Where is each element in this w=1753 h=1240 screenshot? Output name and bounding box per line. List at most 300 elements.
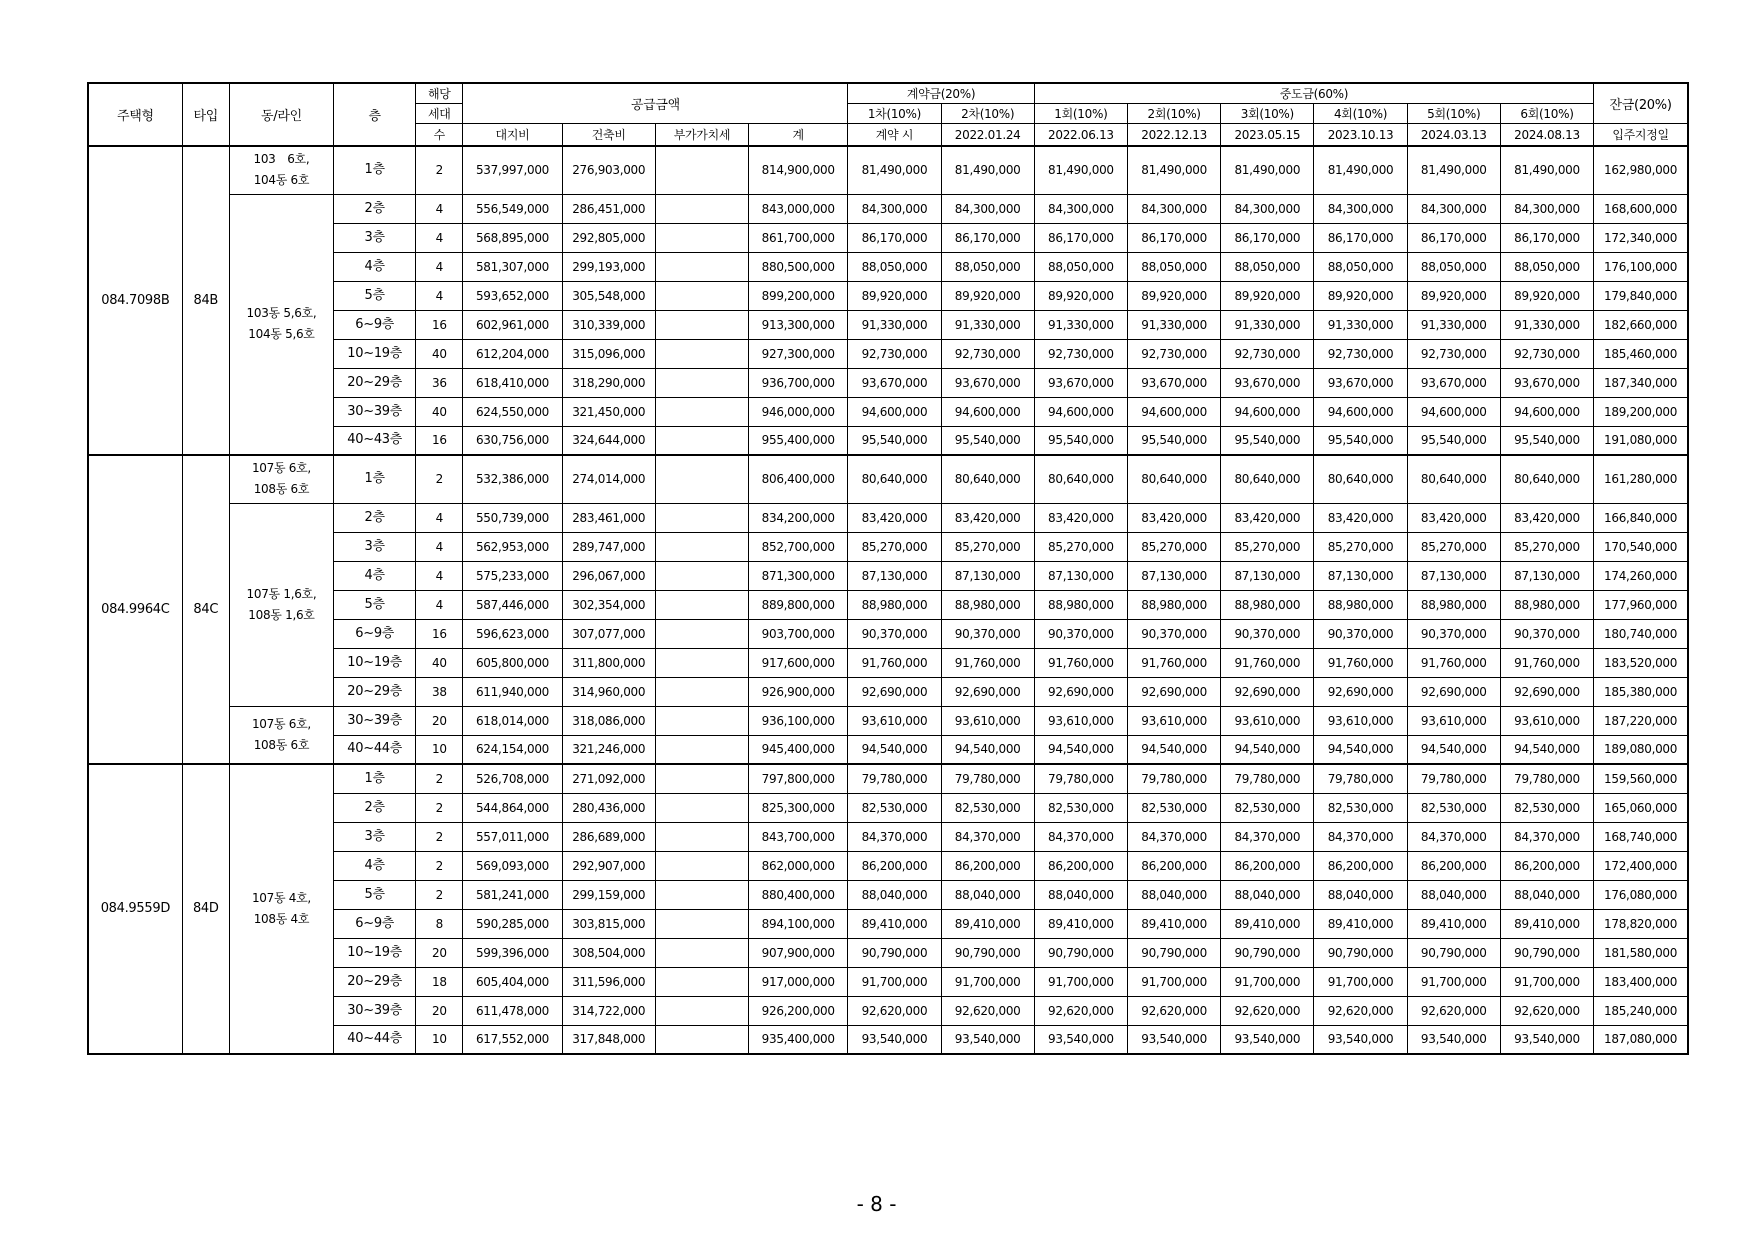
total-cell: 907,900,000 (749, 938, 848, 967)
balance-cell: 183,520,000 (1594, 648, 1688, 677)
m3-cell: 93,540,000 (1221, 1025, 1314, 1054)
floor-cell: 1층 (334, 455, 416, 503)
header-date-middle-5: 2024.03.13 (1407, 124, 1500, 147)
units-cell: 20 (416, 938, 463, 967)
m4-cell: 91,330,000 (1314, 310, 1407, 339)
floor-cell: 6~9층 (334, 619, 416, 648)
m1-cell: 93,610,000 (1034, 706, 1127, 735)
m6-cell: 86,170,000 (1500, 223, 1593, 252)
m4-cell: 94,540,000 (1314, 735, 1407, 764)
m5-cell: 91,330,000 (1407, 310, 1500, 339)
total-cell: 834,200,000 (749, 503, 848, 532)
dong-line-label-1: 107동 6호, (251, 716, 311, 731)
m5-cell: 83,420,000 (1407, 503, 1500, 532)
header-date-middle-2: 2022.12.13 (1128, 124, 1221, 147)
c1-cell: 90,790,000 (848, 938, 941, 967)
building-cell: 276,903,000 (562, 146, 655, 194)
units-cell: 40 (416, 397, 463, 426)
m2-cell: 92,690,000 (1128, 677, 1221, 706)
m4-cell: 90,370,000 (1314, 619, 1407, 648)
m5-cell: 93,610,000 (1407, 706, 1500, 735)
vat-cell (655, 938, 748, 967)
balance-cell: 172,340,000 (1594, 223, 1688, 252)
vat-cell (655, 426, 748, 455)
balance-cell: 187,220,000 (1594, 706, 1688, 735)
c2-cell: 90,790,000 (941, 938, 1034, 967)
c2-cell: 88,050,000 (941, 252, 1034, 281)
m1-cell: 92,690,000 (1034, 677, 1127, 706)
land-cell: 611,940,000 (463, 677, 562, 706)
total-cell: 806,400,000 (749, 455, 848, 503)
land-cell: 581,241,000 (463, 880, 562, 909)
m2-cell: 94,600,000 (1128, 397, 1221, 426)
m1-cell: 88,980,000 (1034, 590, 1127, 619)
m1-cell: 89,920,000 (1034, 281, 1127, 310)
total-cell: 903,700,000 (749, 619, 848, 648)
vat-cell (655, 561, 748, 590)
m6-cell: 89,920,000 (1500, 281, 1593, 310)
m1-cell: 84,370,000 (1034, 822, 1127, 851)
total-cell: 935,400,000 (749, 1025, 848, 1054)
m6-cell: 84,370,000 (1500, 822, 1593, 851)
land-cell: 569,093,000 (463, 851, 562, 880)
land-cell: 618,014,000 (463, 706, 562, 735)
m2-cell: 86,200,000 (1128, 851, 1221, 880)
m5-cell: 86,200,000 (1407, 851, 1500, 880)
m5-cell: 81,490,000 (1407, 146, 1500, 194)
c1-cell: 90,370,000 (848, 619, 941, 648)
units-cell: 16 (416, 619, 463, 648)
total-cell: 946,000,000 (749, 397, 848, 426)
m2-cell: 93,610,000 (1128, 706, 1221, 735)
m5-cell: 93,670,000 (1407, 368, 1500, 397)
units-cell: 16 (416, 310, 463, 339)
vat-cell (655, 851, 748, 880)
m3-cell: 91,760,000 (1221, 648, 1314, 677)
total-cell: 871,300,000 (749, 561, 848, 590)
vat-cell (655, 310, 748, 339)
m4-cell: 93,610,000 (1314, 706, 1407, 735)
c1-cell: 93,610,000 (848, 706, 941, 735)
vat-cell (655, 281, 748, 310)
m5-cell: 89,920,000 (1407, 281, 1500, 310)
total-cell: 880,500,000 (749, 252, 848, 281)
m3-cell: 90,790,000 (1221, 938, 1314, 967)
header-contract-2: 2차(10%) (941, 104, 1034, 124)
land-cell: 605,800,000 (463, 648, 562, 677)
header-units-line3: 수 (416, 124, 463, 147)
c2-cell: 89,920,000 (941, 281, 1034, 310)
dong-line-cell (229, 194, 333, 455)
units-cell: 20 (416, 706, 463, 735)
m6-cell: 92,620,000 (1500, 996, 1593, 1025)
m6-cell: 83,420,000 (1500, 503, 1593, 532)
m2-cell: 90,790,000 (1128, 938, 1221, 967)
c2-cell: 93,670,000 (941, 368, 1034, 397)
dong-line-label-2: 108동 4호 (253, 912, 310, 926)
balance-cell: 174,260,000 (1594, 561, 1688, 590)
dong-line-cell (229, 455, 333, 503)
m4-cell: 79,780,000 (1314, 764, 1407, 793)
land-cell: 630,756,000 (463, 426, 562, 455)
floor-cell: 5층 (334, 281, 416, 310)
m3-cell: 86,200,000 (1221, 851, 1314, 880)
header-date-middle-6: 2024.08.13 (1500, 124, 1593, 147)
floor-cell: 2층 (334, 793, 416, 822)
table-row (88, 194, 1688, 223)
m6-cell: 85,270,000 (1500, 532, 1593, 561)
m3-cell: 79,780,000 (1221, 764, 1314, 793)
c1-cell: 88,050,000 (848, 252, 941, 281)
m4-cell: 89,920,000 (1314, 281, 1407, 310)
balance-cell: 166,840,000 (1594, 503, 1688, 532)
building-cell: 318,086,000 (562, 706, 655, 735)
c1-cell: 92,620,000 (848, 996, 941, 1025)
m6-cell: 93,670,000 (1500, 368, 1593, 397)
header-total: 계 (749, 124, 848, 147)
floor-cell: 6~9층 (334, 310, 416, 339)
vat-cell (655, 967, 748, 996)
building-cell: 289,747,000 (562, 532, 655, 561)
c2-cell: 85,270,000 (941, 532, 1034, 561)
m3-cell: 89,410,000 (1221, 909, 1314, 938)
m3-cell: 90,370,000 (1221, 619, 1314, 648)
header-building: 건축비 (562, 124, 655, 147)
m4-cell: 89,410,000 (1314, 909, 1407, 938)
floor-cell: 20~29층 (334, 368, 416, 397)
c1-cell: 88,040,000 (848, 880, 941, 909)
c2-cell: 87,130,000 (941, 561, 1034, 590)
dong-line-cell (229, 706, 333, 764)
m5-cell: 82,530,000 (1407, 793, 1500, 822)
m6-cell: 86,200,000 (1500, 851, 1593, 880)
m5-cell: 90,790,000 (1407, 938, 1500, 967)
c2-cell: 81,490,000 (941, 146, 1034, 194)
units-cell: 4 (416, 223, 463, 252)
vat-cell (655, 532, 748, 561)
total-cell: 955,400,000 (749, 426, 848, 455)
land-cell: 587,446,000 (463, 590, 562, 619)
header-middle-1: 1회(10%) (1034, 104, 1127, 124)
building-cell: 280,436,000 (562, 793, 655, 822)
m4-cell: 90,790,000 (1314, 938, 1407, 967)
header-date-balance: 입주지정일 (1594, 124, 1688, 147)
header-vat: 부가가치세 (655, 124, 748, 147)
m6-cell: 84,300,000 (1500, 194, 1593, 223)
floor-cell: 30~39층 (334, 996, 416, 1025)
units-cell: 38 (416, 677, 463, 706)
m4-cell: 91,700,000 (1314, 967, 1407, 996)
vat-cell (655, 764, 748, 793)
type-cell: 84D (182, 764, 229, 1054)
header-dong-line: 동/라인 (229, 83, 333, 146)
dong-line-cell (229, 503, 333, 706)
c1-cell: 79,780,000 (848, 764, 941, 793)
m6-cell: 80,640,000 (1500, 455, 1593, 503)
floor-cell: 1층 (334, 764, 416, 793)
balance-cell: 187,080,000 (1594, 1025, 1688, 1054)
dong-line-label-1: 107동 6호, (251, 461, 311, 476)
price-table-container (87, 82, 1689, 1055)
header-type-code: 주택형 (88, 83, 182, 146)
m6-cell: 79,780,000 (1500, 764, 1593, 793)
c1-cell: 91,330,000 (848, 310, 941, 339)
c1-cell: 95,540,000 (848, 426, 941, 455)
m4-cell: 84,300,000 (1314, 194, 1407, 223)
land-cell: 532,386,000 (463, 455, 562, 503)
balance-cell: 187,340,000 (1594, 368, 1688, 397)
total-cell: 917,600,000 (749, 648, 848, 677)
balance-cell: 181,580,000 (1594, 938, 1688, 967)
floor-cell: 3층 (334, 822, 416, 851)
dong-line-label-2: 104동 5,6호 (248, 327, 315, 342)
floor-cell: 2층 (334, 194, 416, 223)
land-cell: 544,864,000 (463, 793, 562, 822)
m5-cell: 91,700,000 (1407, 967, 1500, 996)
building-cell: 307,077,000 (562, 619, 655, 648)
m3-cell: 91,330,000 (1221, 310, 1314, 339)
header-date-middle-3: 2023.05.15 (1221, 124, 1314, 147)
c2-cell: 86,200,000 (941, 851, 1034, 880)
m4-cell: 80,640,000 (1314, 455, 1407, 503)
total-cell: 917,000,000 (749, 967, 848, 996)
m6-cell: 89,410,000 (1500, 909, 1593, 938)
header-middle-5: 5회(10%) (1407, 104, 1500, 124)
units-cell: 2 (416, 764, 463, 793)
vat-cell (655, 503, 748, 532)
vat-cell (655, 735, 748, 764)
floor-cell: 6~9층 (334, 909, 416, 938)
m5-cell: 94,540,000 (1407, 735, 1500, 764)
m3-cell: 92,620,000 (1221, 996, 1314, 1025)
m3-cell: 82,530,000 (1221, 793, 1314, 822)
floor-cell: 10~19층 (334, 339, 416, 368)
m5-cell: 91,760,000 (1407, 648, 1500, 677)
units-cell: 4 (416, 561, 463, 590)
m3-cell: 92,730,000 (1221, 339, 1314, 368)
units-cell: 4 (416, 532, 463, 561)
units-cell: 40 (416, 648, 463, 677)
m3-cell: 88,980,000 (1221, 590, 1314, 619)
balance-cell: 176,080,000 (1594, 880, 1688, 909)
m4-cell: 83,420,000 (1314, 503, 1407, 532)
header-date-middle-1: 2022.06.13 (1034, 124, 1127, 147)
m1-cell: 84,300,000 (1034, 194, 1127, 223)
m4-cell: 95,540,000 (1314, 426, 1407, 455)
balance-cell: 179,840,000 (1594, 281, 1688, 310)
units-cell: 16 (416, 426, 463, 455)
header-units-line2: 세대 (416, 104, 463, 124)
balance-cell: 168,600,000 (1594, 194, 1688, 223)
floor-cell: 20~29층 (334, 967, 416, 996)
building-cell: 296,067,000 (562, 561, 655, 590)
total-cell: 936,700,000 (749, 368, 848, 397)
land-cell: 593,652,000 (463, 281, 562, 310)
m1-cell: 88,040,000 (1034, 880, 1127, 909)
header-floor: 층 (334, 83, 416, 146)
m1-cell: 93,670,000 (1034, 368, 1127, 397)
building-cell: 299,159,000 (562, 880, 655, 909)
header-supply: 공급금액 (463, 83, 848, 124)
m1-cell: 87,130,000 (1034, 561, 1127, 590)
units-cell: 20 (416, 996, 463, 1025)
total-cell: 936,100,000 (749, 706, 848, 735)
units-cell: 36 (416, 368, 463, 397)
m2-cell: 93,540,000 (1128, 1025, 1221, 1054)
c1-cell: 93,540,000 (848, 1025, 941, 1054)
vat-cell (655, 368, 748, 397)
units-cell: 2 (416, 880, 463, 909)
m6-cell: 91,760,000 (1500, 648, 1593, 677)
m6-cell: 93,540,000 (1500, 1025, 1593, 1054)
units-cell: 4 (416, 252, 463, 281)
type-code-cell: 084.9559D (88, 764, 182, 1054)
building-cell: 271,092,000 (562, 764, 655, 793)
m5-cell: 79,780,000 (1407, 764, 1500, 793)
m4-cell: 93,670,000 (1314, 368, 1407, 397)
m1-cell: 83,420,000 (1034, 503, 1127, 532)
table-row (88, 764, 1688, 793)
m4-cell: 92,620,000 (1314, 996, 1407, 1025)
table-row (88, 146, 1688, 194)
c1-cell: 80,640,000 (848, 455, 941, 503)
type-cell: 84B (182, 146, 229, 455)
m1-cell: 91,330,000 (1034, 310, 1127, 339)
c2-cell: 92,730,000 (941, 339, 1034, 368)
units-cell: 10 (416, 1025, 463, 1054)
m1-cell: 89,410,000 (1034, 909, 1127, 938)
m1-cell: 92,620,000 (1034, 996, 1127, 1025)
building-cell: 305,548,000 (562, 281, 655, 310)
c1-cell: 94,600,000 (848, 397, 941, 426)
c2-cell: 84,370,000 (941, 822, 1034, 851)
dong-line-label-2: 108동 6호 (253, 482, 310, 497)
building-cell: 318,290,000 (562, 368, 655, 397)
building-cell: 292,907,000 (562, 851, 655, 880)
land-cell: 618,410,000 (463, 368, 562, 397)
m5-cell: 84,370,000 (1407, 822, 1500, 851)
vat-cell (655, 339, 748, 368)
m5-cell: 92,690,000 (1407, 677, 1500, 706)
m4-cell: 92,690,000 (1314, 677, 1407, 706)
header-date-contract-2: 2022.01.24 (941, 124, 1034, 147)
dong-line-cell (229, 146, 333, 194)
land-cell: 575,233,000 (463, 561, 562, 590)
m3-cell: 94,600,000 (1221, 397, 1314, 426)
m3-cell: 93,670,000 (1221, 368, 1314, 397)
c2-cell: 89,410,000 (941, 909, 1034, 938)
building-cell: 317,848,000 (562, 1025, 655, 1054)
c2-cell: 80,640,000 (941, 455, 1034, 503)
header-contract: 계약금(20%) (848, 83, 1034, 104)
c1-cell: 84,370,000 (848, 822, 941, 851)
total-cell: 899,200,000 (749, 281, 848, 310)
c2-cell: 92,620,000 (941, 996, 1034, 1025)
m6-cell: 95,540,000 (1500, 426, 1593, 455)
m2-cell: 87,130,000 (1128, 561, 1221, 590)
dong-line-label-2: 108동 6호 (253, 737, 310, 752)
m2-cell: 86,170,000 (1128, 223, 1221, 252)
c1-cell: 85,270,000 (848, 532, 941, 561)
vat-cell (655, 619, 748, 648)
m1-cell: 92,730,000 (1034, 339, 1127, 368)
building-cell: 286,689,000 (562, 822, 655, 851)
m3-cell: 83,420,000 (1221, 503, 1314, 532)
c1-cell: 82,530,000 (848, 793, 941, 822)
floor-cell: 30~39층 (334, 706, 416, 735)
balance-cell: 189,080,000 (1594, 735, 1688, 764)
floor-cell: 40~44층 (334, 1025, 416, 1054)
m5-cell: 85,270,000 (1407, 532, 1500, 561)
m2-cell: 88,040,000 (1128, 880, 1221, 909)
m6-cell: 94,600,000 (1500, 397, 1593, 426)
m3-cell: 94,540,000 (1221, 735, 1314, 764)
m4-cell: 92,730,000 (1314, 339, 1407, 368)
header-contract-1: 1차(10%) (848, 104, 941, 124)
land-cell: 537,997,000 (463, 146, 562, 194)
m2-cell: 92,730,000 (1128, 339, 1221, 368)
m3-cell: 80,640,000 (1221, 455, 1314, 503)
dong-line-label-1: 103동 5,6호, (246, 306, 317, 321)
balance-cell: 189,200,000 (1594, 397, 1688, 426)
building-cell: 315,096,000 (562, 339, 655, 368)
table-row (88, 706, 1688, 735)
m5-cell: 89,410,000 (1407, 909, 1500, 938)
units-cell: 10 (416, 735, 463, 764)
c2-cell: 93,540,000 (941, 1025, 1034, 1054)
m6-cell: 91,330,000 (1500, 310, 1593, 339)
m2-cell: 81,490,000 (1128, 146, 1221, 194)
total-cell: 843,700,000 (749, 822, 848, 851)
c1-cell: 91,760,000 (848, 648, 941, 677)
m5-cell: 92,620,000 (1407, 996, 1500, 1025)
total-cell: 852,700,000 (749, 532, 848, 561)
c1-cell: 88,980,000 (848, 590, 941, 619)
total-cell: 894,100,000 (749, 909, 848, 938)
land-cell: 581,307,000 (463, 252, 562, 281)
m2-cell: 95,540,000 (1128, 426, 1221, 455)
m6-cell: 92,730,000 (1500, 339, 1593, 368)
m5-cell: 94,600,000 (1407, 397, 1500, 426)
header-middle: 중도금(60%) (1034, 83, 1593, 104)
land-cell: 596,623,000 (463, 619, 562, 648)
m2-cell: 84,300,000 (1128, 194, 1221, 223)
building-cell: 299,193,000 (562, 252, 655, 281)
m1-cell: 94,600,000 (1034, 397, 1127, 426)
floor-cell: 5층 (334, 590, 416, 619)
m3-cell: 91,700,000 (1221, 967, 1314, 996)
vat-cell (655, 590, 748, 619)
vat-cell (655, 194, 748, 223)
balance-cell: 165,060,000 (1594, 793, 1688, 822)
vat-cell (655, 793, 748, 822)
total-cell: 880,400,000 (749, 880, 848, 909)
c1-cell: 92,690,000 (848, 677, 941, 706)
vat-cell (655, 252, 748, 281)
m3-cell: 85,270,000 (1221, 532, 1314, 561)
floor-cell: 30~39층 (334, 397, 416, 426)
header-date-middle-4: 2023.10.13 (1314, 124, 1407, 147)
m4-cell: 85,270,000 (1314, 532, 1407, 561)
building-cell: 308,504,000 (562, 938, 655, 967)
c2-cell: 94,540,000 (941, 735, 1034, 764)
land-cell: 624,550,000 (463, 397, 562, 426)
m1-cell: 82,530,000 (1034, 793, 1127, 822)
table-header (88, 83, 1688, 146)
balance-cell: 159,560,000 (1594, 764, 1688, 793)
m2-cell: 91,700,000 (1128, 967, 1221, 996)
m6-cell: 93,610,000 (1500, 706, 1593, 735)
